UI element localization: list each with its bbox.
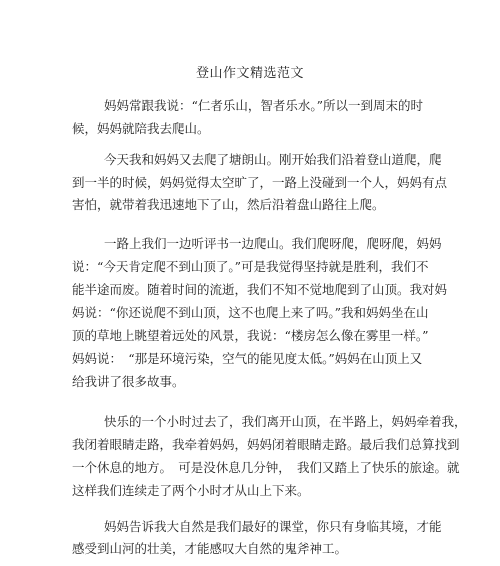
paragraph-5-line-2: 感受到山河的壮美，才能感叹大自然的鬼斧神工。 [72, 541, 348, 556]
paragraph-2-line-3: 害怕，就带着我迅速地下了山，然后沿着盘山路往上爬。 [72, 197, 385, 212]
paragraph-3-line-3: 能半途而废。随着时间的流逝，我们不知不觉地爬到了山顶。我对妈 [72, 282, 448, 297]
paragraph-3-line-6: 妈妈说： “那是环境污染，空气的能见度太低。”妈妈在山顶上又 [72, 351, 423, 366]
paragraph-4-line-3: 一个休息的地方。 可是没休息几分钟， 我们又踏上了快乐的旅途。就 [72, 460, 460, 475]
paragraph-4-line-2: 我闭着眼睛走路，我牵着妈妈，妈妈闭着眼睛走路。最后我们总算找到 [72, 437, 460, 452]
paragraph-4-line-4: 这样我们连续走了两个小时才从山上下来。 [72, 483, 310, 498]
paragraph-3-line-2: 说：“今天肯定爬不到山顶了。”可是我觉得坚持就是胜利，我们不 [72, 259, 429, 274]
paragraph-4-line-1: 快乐的一个小时过去了，我们离开山顶，在半路上，妈妈牵着我， [104, 414, 467, 429]
paragraph-3-line-7: 给我讲了很多故事。 [72, 374, 185, 389]
paragraph-1-line-1: 妈妈常跟我说：“仁者乐山，智者乐水。”所以一到周末的时 [104, 98, 424, 113]
paragraph-2-line-1: 今天我和妈妈又去爬了塘朗山。刚开始我们沿着登山道爬，爬 [104, 152, 442, 167]
paragraph-2-line-2: 到一半的时候，妈妈觉得太空旷了，一路上没碰到一个人，妈妈有点 [72, 175, 448, 190]
paragraph-3-line-1: 一路上我们一边听评书一边爬山。我们爬呀爬，爬呀爬，妈妈 [104, 236, 442, 251]
paragraph-3-line-5: 顶的草地上眺望着远处的风景，我说：“楼房怎么像在雾里一样。” [72, 328, 429, 343]
paragraph-3-line-4: 妈说：“你还说爬不到山顶，这不也爬上来了吗。”我和妈妈坐在山 [72, 305, 429, 320]
paragraph-5-line-1: 妈妈告诉我大自然是我们最好的课堂，你只有身临其境，才能 [104, 519, 442, 534]
paragraph-1-line-2: 候，妈妈就陪我去爬山。 [72, 121, 210, 136]
document-title: 登山作文精选范文 [195, 66, 304, 81]
